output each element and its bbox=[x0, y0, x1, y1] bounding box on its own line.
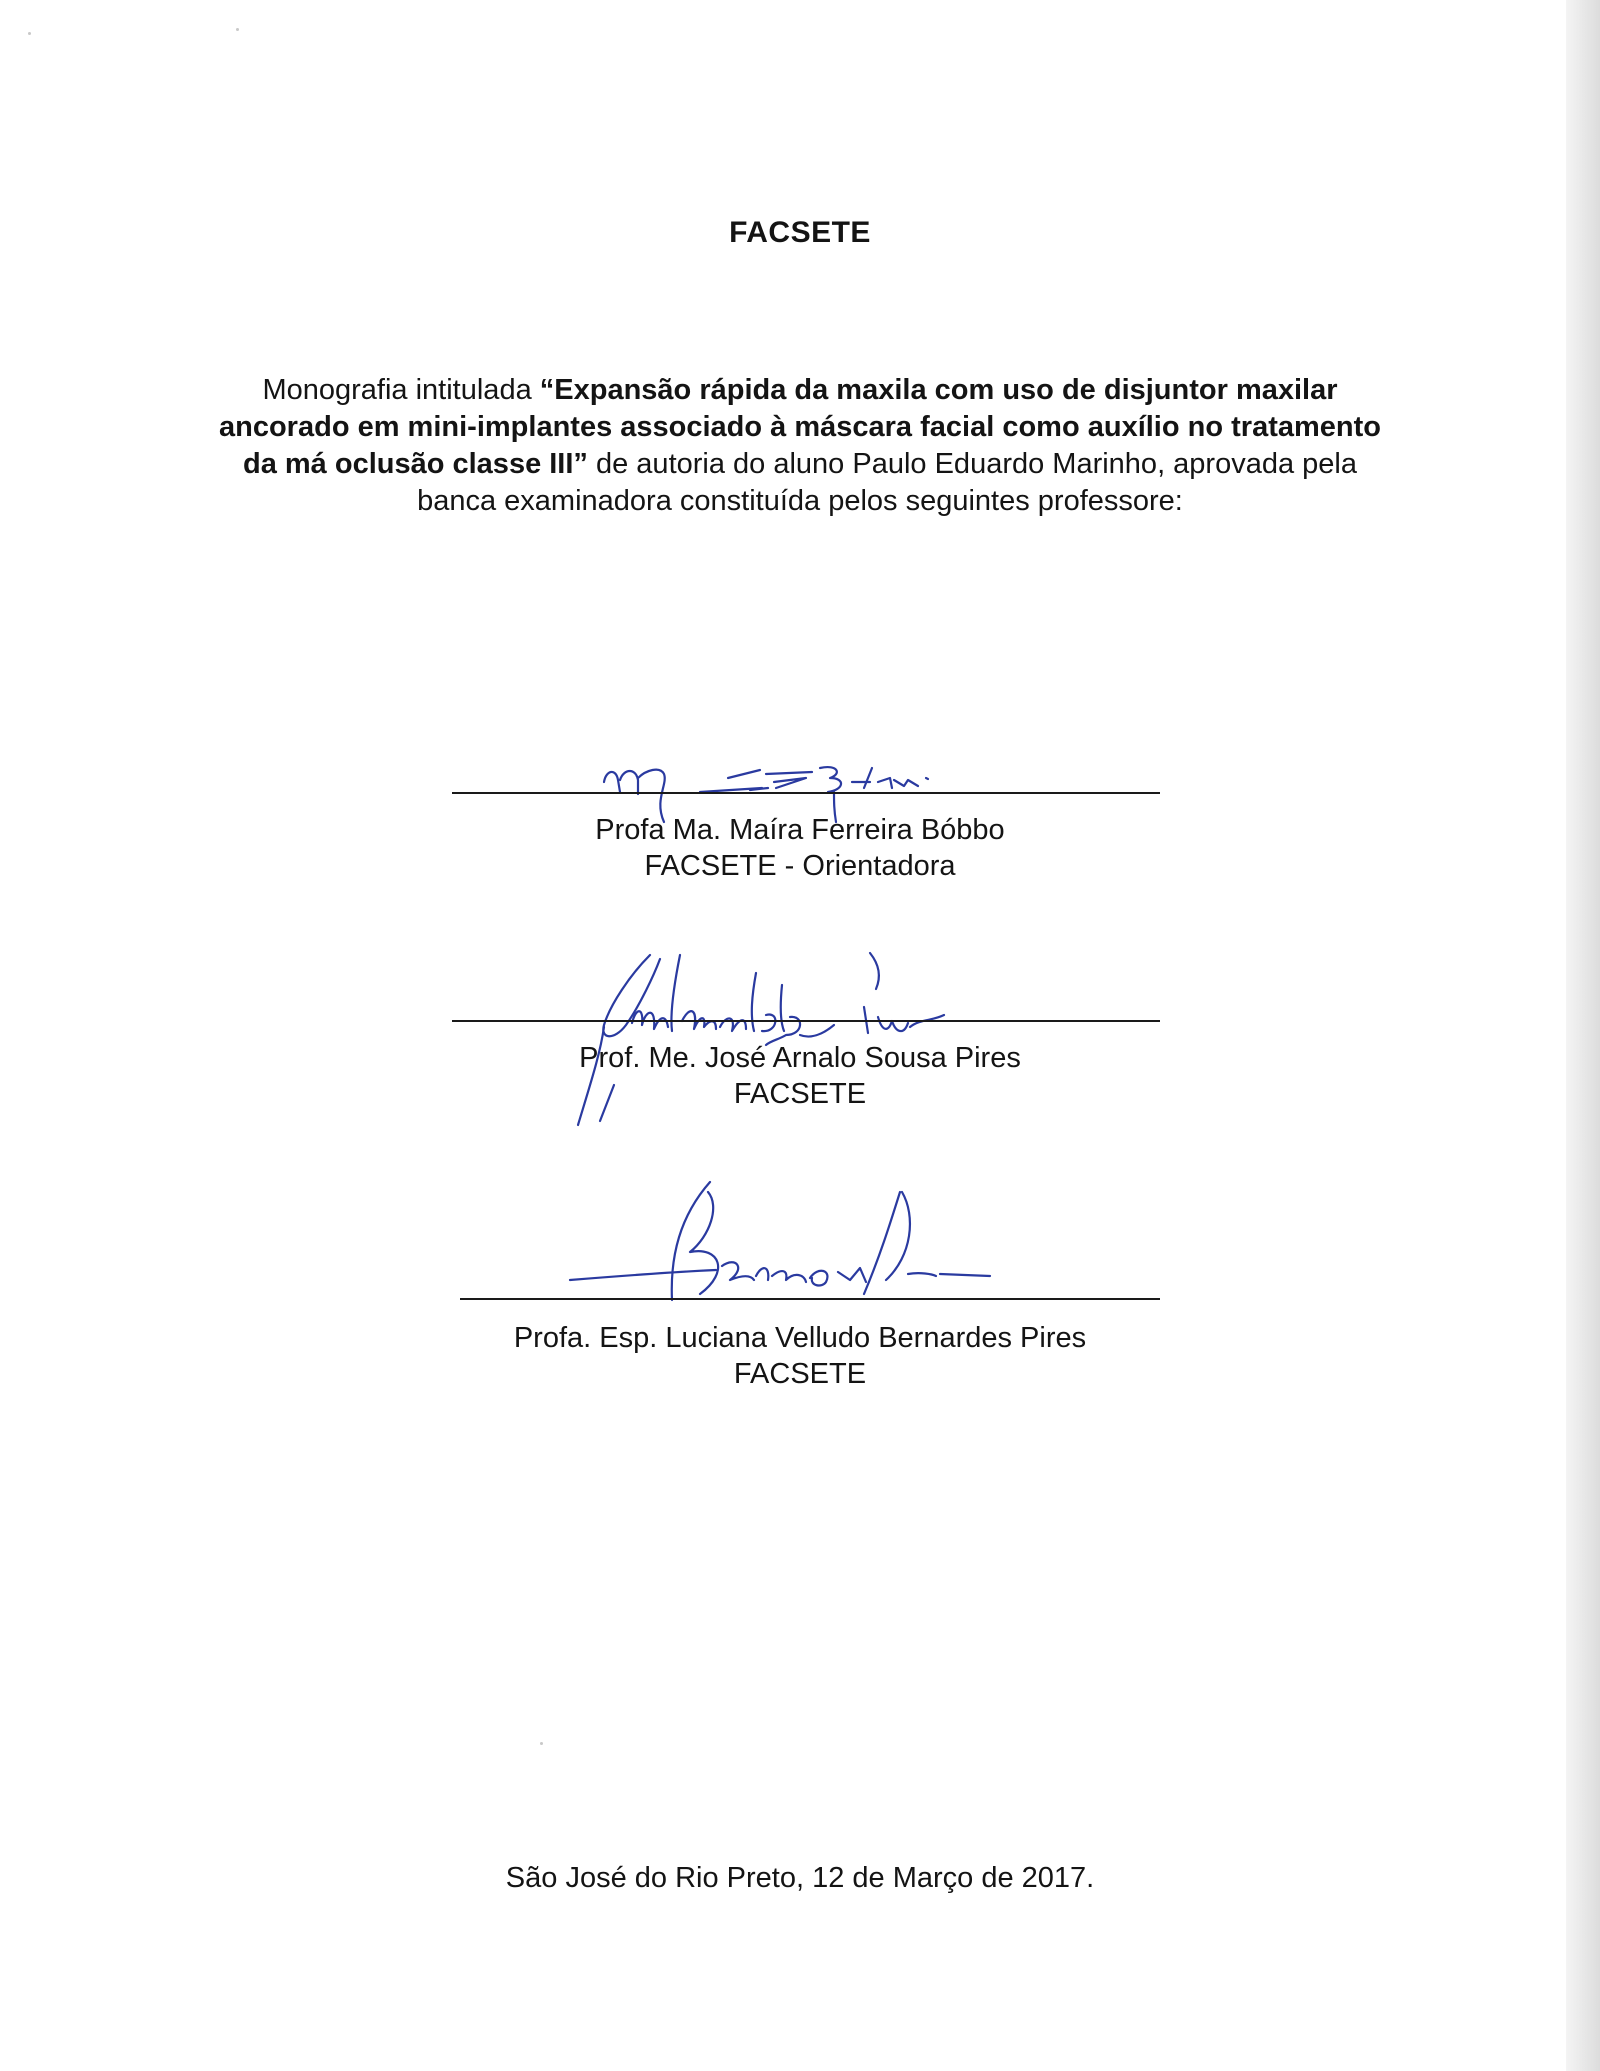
handwritten-signature-3 bbox=[560, 1176, 1000, 1316]
approval-intro: Monografia intitulada bbox=[262, 374, 540, 406]
signature-line-3 bbox=[460, 1298, 1160, 1300]
examiner-role-1: FACSETE - Orientadora bbox=[644, 850, 956, 882]
examiner-name-1: Profa Ma. Maíra Ferreira Bóbbo bbox=[595, 814, 1005, 846]
scan-edge-shadow bbox=[1566, 0, 1600, 2071]
approval-author-text: de autoria do aluno Paulo Eduardo Marinho, aprovada pela banca examinadora constituída pelos seguintes professore: bbox=[417, 448, 1357, 517]
scan-speck bbox=[236, 28, 239, 31]
handwritten-signature-1 bbox=[600, 748, 960, 818]
institution-heading: FACSETE bbox=[729, 216, 871, 249]
examiner-name-3: Profa. Esp. Luciana Velludo Bernardes Pires bbox=[513, 1322, 1087, 1354]
examiner-role-2: FACSETE bbox=[733, 1078, 867, 1110]
signature-line-2 bbox=[452, 1020, 1160, 1022]
approval-paragraph bbox=[200, 372, 1400, 520]
date-place-line: São José do Rio Preto, 12 de Março de 2017. bbox=[505, 1862, 1095, 1894]
examiner-role-3: FACSETE bbox=[733, 1358, 867, 1390]
scan-speck bbox=[28, 32, 31, 35]
scan-speck bbox=[540, 1742, 543, 1745]
monograph-title: “Expansão rápida da maxila com uso de disjuntor maxilar ancorado em mini-implantes associado à máscara facial como auxílio no tratamento da má oclusão classe III” bbox=[219, 374, 1381, 480]
examiner-name-2: Prof. Me. José Arnalo Sousa Pires bbox=[579, 1042, 1021, 1074]
signature-line-1 bbox=[452, 792, 1160, 794]
